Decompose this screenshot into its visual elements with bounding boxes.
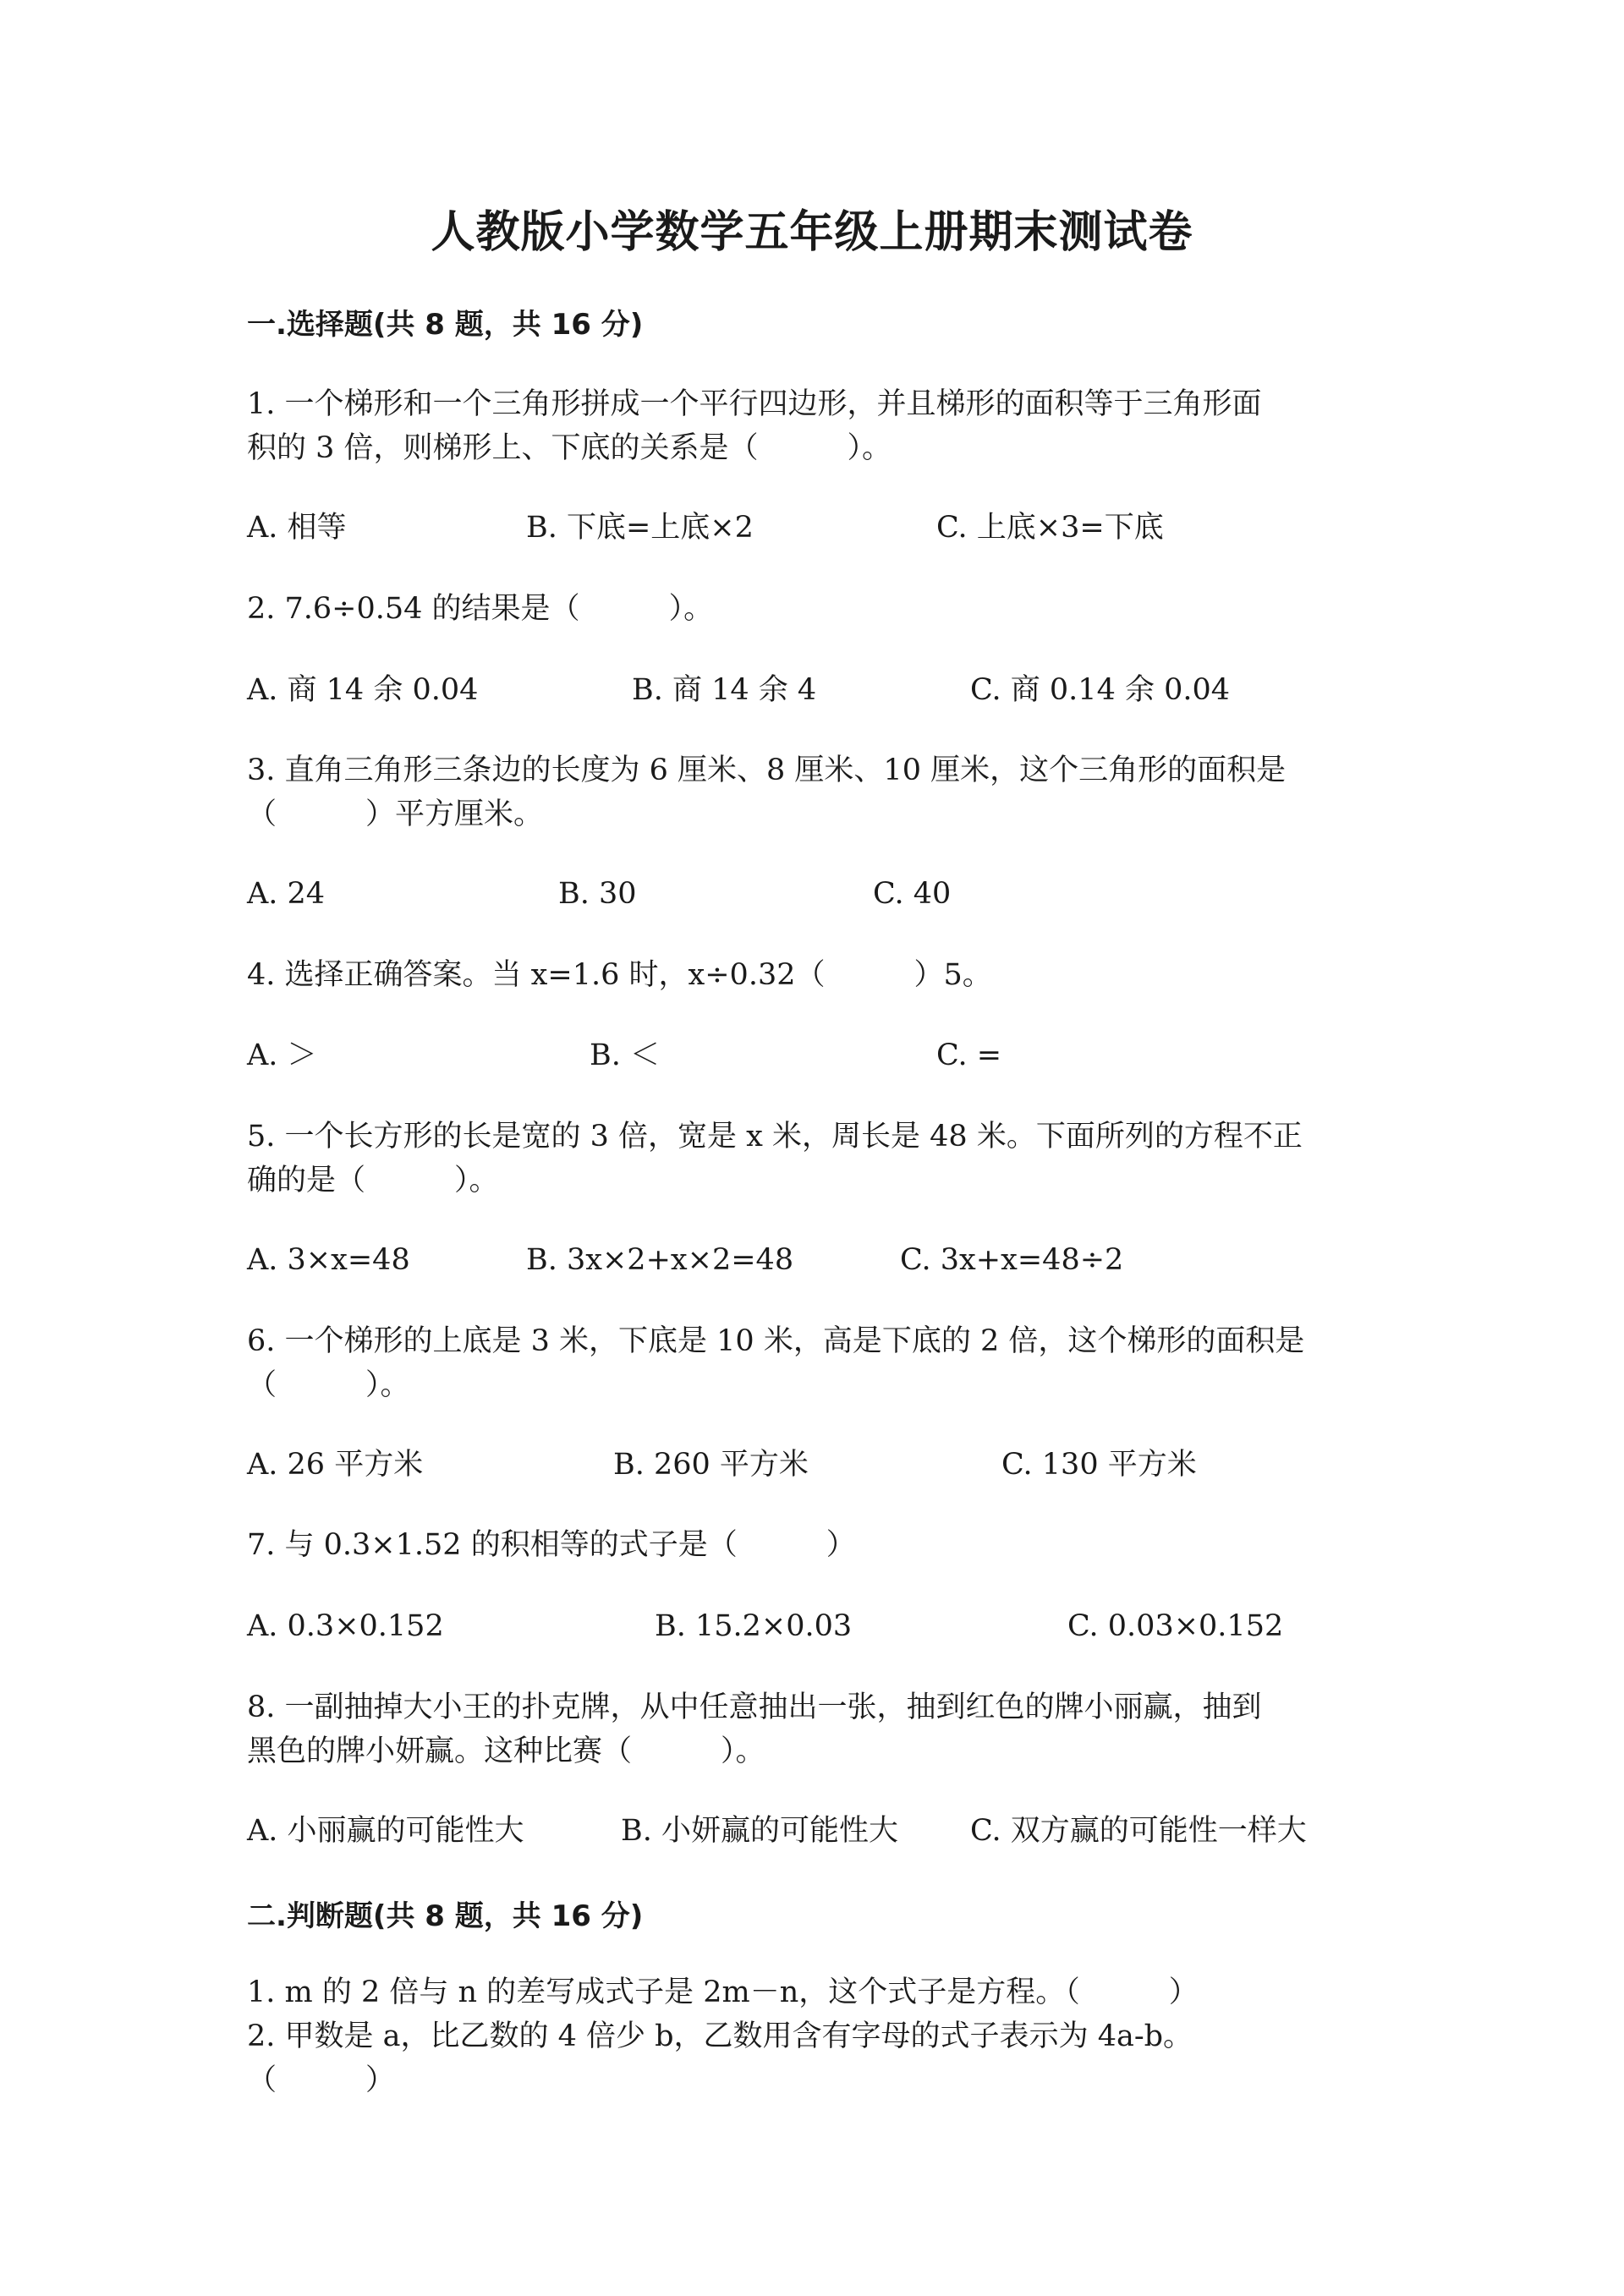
option-c[interactable]: C. 上底×3=下底 [936, 511, 1164, 545]
question-5-options [247, 1238, 1431, 1282]
question-text-line: （ ）。 [247, 1368, 410, 1402]
judgment-line: 2. 甲数是 a，比乙数的 4 倍少 b，乙数用含有字母的式子表示为 4a-b。 [247, 2019, 1193, 2053]
question-text-line: 2. 7.6÷0.54 的结果是（ ）。 [247, 592, 714, 626]
question-text-line: 黑色的牌小妍赢。这种比赛（ ）。 [247, 1734, 765, 1768]
option-c[interactable]: C. 双方赢的可能性一样大 [970, 1814, 1307, 1848]
section-heading-choice: 一.选择题(共 8 题，共 16 分) [247, 308, 644, 342]
question-text-line: 积的 3 倍，则梯形上、下底的关系是（ ）。 [247, 431, 892, 465]
option-c[interactable]: C. 3x+x=48÷2 [900, 1243, 1124, 1277]
exam-title: 人教版小学数学五年级上册期末测试卷 [431, 206, 1193, 258]
question-7-options [247, 1604, 1431, 1648]
question-6-options [247, 1443, 1431, 1487]
question-text-line: 6. 一个梯形的上底是 3 米，下底是 10 米，高是下底的 2 倍，这个梯形的面积是 [247, 1324, 1305, 1358]
question-text-line: 4. 选择正确答案。当 x=1.6 时，x÷0.32（ ）5。 [247, 958, 992, 992]
question-1 [247, 382, 1389, 470]
question-5 [247, 1115, 1389, 1203]
option-a[interactable]: A. 24 [247, 877, 326, 911]
question-4-options [247, 1033, 1431, 1077]
option-c[interactable]: C. 40 [873, 877, 952, 911]
question-3 [247, 748, 1389, 836]
question-8-options [247, 1809, 1431, 1853]
option-c[interactable]: C. = [936, 1038, 1002, 1072]
option-b[interactable]: B. 30 [558, 877, 637, 911]
question-2-options [247, 668, 1431, 712]
option-b[interactable]: B. 260 平方米 [613, 1448, 809, 1482]
option-b[interactable]: B. 下底=上底×2 [526, 511, 754, 545]
question-4 [247, 953, 1389, 997]
judgment-line: （ ） [247, 2063, 396, 2097]
option-c[interactable]: C. 0.03×0.152 [1067, 1609, 1284, 1643]
question-text-line: （ ）平方厘米。 [247, 797, 544, 831]
option-b[interactable]: B. 3x×2+x×2=48 [526, 1243, 794, 1277]
option-b[interactable]: B. 小妍赢的可能性大 [621, 1814, 898, 1848]
question-6 [247, 1319, 1389, 1407]
question-8 [247, 1685, 1389, 1773]
option-a[interactable]: A. ＞ [247, 1038, 317, 1072]
question-2 [247, 587, 1389, 631]
option-b[interactable]: B. 15.2×0.03 [655, 1609, 853, 1643]
question-text-line: 5. 一个长方形的长是宽的 3 倍，宽是 x 米，周长是 48 米。下面所列的方程不正 [247, 1120, 1303, 1153]
option-c[interactable]: C. 商 0.14 余 0.04 [970, 673, 1231, 707]
option-a[interactable]: A. 小丽赢的可能性大 [247, 1814, 524, 1848]
option-a[interactable]: A. 商 14 余 0.04 [247, 673, 479, 707]
question-text-line: 3. 直角三角形三条边的长度为 6 厘米、8 厘米、10 厘米，这个三角形的面积是 [247, 753, 1287, 787]
question-text-line: 7. 与 0.3×1.52 的积相等的式子是（ ） [247, 1528, 856, 1562]
option-a[interactable]: A. 0.3×0.152 [247, 1609, 444, 1643]
option-b[interactable]: B. ＜ [590, 1038, 660, 1072]
section-heading-judgment: 二.判断题(共 8 题，共 16 分) [247, 1899, 644, 1933]
question-1-options [247, 506, 1431, 550]
question-text-line: 确的是（ ）。 [247, 1164, 499, 1197]
question-3-options [247, 872, 1431, 916]
option-c[interactable]: C. 130 平方米 [1001, 1448, 1197, 1482]
question-text-line: 8. 一副抽掉大小王的扑克牌，从中任意抽出一张，抽到红色的牌小丽赢，抽到 [247, 1690, 1262, 1724]
judgment-line: 1. m 的 2 倍与 n 的差写成式子是 2m－n，这个式子是方程。（ ） [247, 1975, 1199, 2009]
option-b[interactable]: B. 商 14 余 4 [632, 673, 817, 707]
question-7 [247, 1523, 1389, 1567]
question-text-line: 1. 一个梯形和一个三角形拼成一个平行四边形，并且梯形的面积等于三角形面 [247, 387, 1262, 421]
option-a[interactable]: A. 26 平方米 [247, 1448, 424, 1482]
option-a[interactable]: A. 相等 [247, 511, 347, 545]
option-a[interactable]: A. 3×x=48 [247, 1243, 410, 1277]
